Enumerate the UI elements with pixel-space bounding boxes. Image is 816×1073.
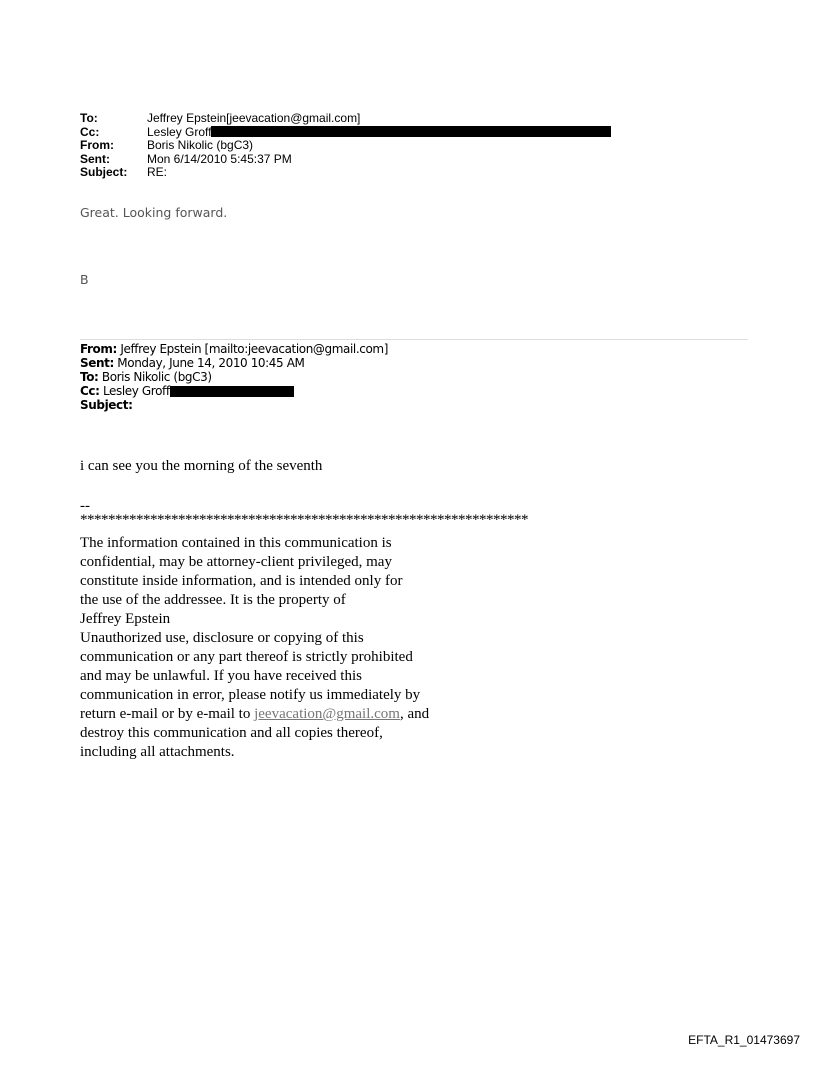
disclaimer-line: constitute inside information, and is intended only for xyxy=(80,573,403,589)
from-value: Boris Nikolic (bgC3) xyxy=(147,138,254,152)
redaction-bar xyxy=(211,126,611,137)
disclaimer-line xyxy=(80,705,429,724)
email-link[interactable]: jeevacation@gmail.com xyxy=(254,706,400,722)
from-label: From: xyxy=(80,138,114,152)
email-header xyxy=(80,112,611,180)
reply-body: Great. Looking forward. xyxy=(80,205,228,220)
subject-value: RE: xyxy=(147,165,168,179)
disclaimer-text: , and xyxy=(399,706,430,722)
disclaimer-line: confidential, may be attorney-client privileged, may xyxy=(80,554,392,570)
original-body: i can see you the morning of the seventh xyxy=(80,458,323,474)
disclaimer-line: destroy this communication and all copies thereof, xyxy=(80,725,383,741)
redaction-bar xyxy=(170,386,294,397)
disclaimer-line: Unauthorized use, disclosure or copying of this xyxy=(80,630,364,646)
reply-signature: B xyxy=(80,272,89,287)
sent-value: Mon 6/14/2010 5:45:37 PM xyxy=(147,151,292,166)
forwarded-header xyxy=(80,342,388,412)
fwd-sent: Monday, June 14, 2010 10:45 AM xyxy=(117,356,305,370)
document-id: EFTA_R1_01473697 xyxy=(688,1033,800,1047)
disclaimer-line: the use of the addressee. It is the property of xyxy=(80,592,346,608)
subject-label: Subject: xyxy=(80,165,128,179)
disclaimer-line: The information contained in this communication is xyxy=(80,535,392,551)
disclaimer-line: communication or any part thereof is strictly prohibited xyxy=(80,649,413,665)
signature-separator: -- xyxy=(80,498,90,514)
stars-line: **************************************************************** xyxy=(80,512,528,528)
sent-label: Sent: xyxy=(80,151,110,166)
disclaimer xyxy=(80,534,429,762)
disclaimer-line: including all attachments. xyxy=(80,744,235,760)
fwd-from: Jeffrey Epstein [mailto:jeevacation@gmail.com] xyxy=(120,342,388,356)
disclaimer-text: return e-mail or by e-mail to xyxy=(80,706,255,722)
fwd-from-label: From: xyxy=(80,342,117,356)
fwd-cc-label: Cc: xyxy=(80,384,100,398)
fwd-cc: Lesley Groff xyxy=(102,384,170,398)
disclaimer-line: communication in error, please notify us immediately by xyxy=(80,687,421,703)
to-value: Jeffrey Epstein[jeevacation@gmail.com] xyxy=(147,111,361,125)
to-label: To: xyxy=(80,111,98,125)
cc-label: Cc: xyxy=(80,124,100,139)
disclaimer-line: Jeffrey Epstein xyxy=(80,611,171,627)
cc-value: Lesley Groff xyxy=(147,124,212,139)
fwd-subject-label: Subject: xyxy=(80,398,133,412)
disclaimer-line: and may be unlawful. If you have received this xyxy=(80,668,362,684)
fwd-to: Boris Nikolic (bgC3) xyxy=(101,370,212,384)
fwd-to-label: To: xyxy=(80,370,99,384)
divider xyxy=(80,339,748,340)
fwd-sent-label: Sent: xyxy=(80,356,114,370)
